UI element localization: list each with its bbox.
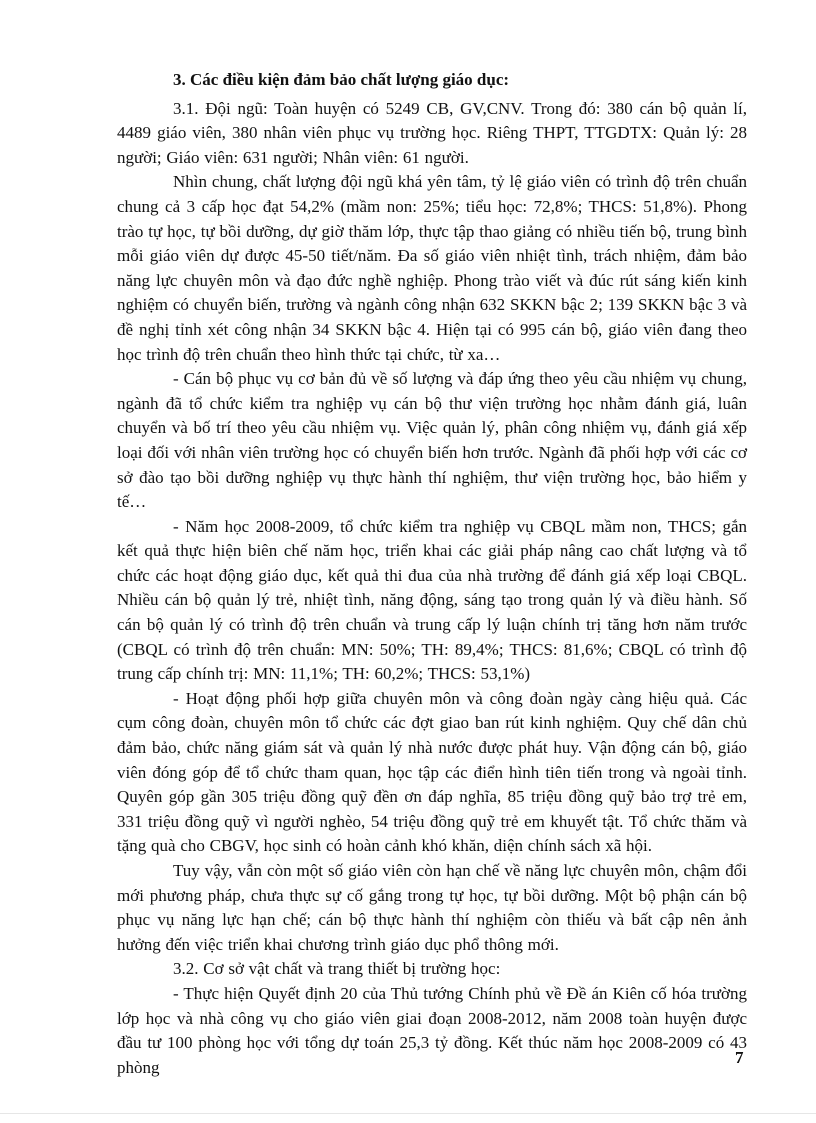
paragraph-service-staff: - Cán bộ phục vụ cơ bản đủ về số lượng và đáp ứng theo yêu cầu nhiệm vụ chung, ngành đã tổ chức kiểm tra nghiệp vụ cán bộ thư viện trường học nhằm đánh giá, luân chuyển và bố trí theo yêu cầu nhiệm vụ. Việc quản lý, phân công nhiệm vụ, đánh giá xếp loại đối với nhân viên trường học có chuyển biến hơn trước. Ngành đã phối hợp với các cơ sở đào tạo bồi dưỡng nghiệp vụ thực hành thí nghiệm, thư viện trường học, bảo hiểm y tế… bbox=[117, 369, 747, 512]
subsection-heading-facilities: 3.2. Cơ sở vật chất và trang thiết bị trường học: bbox=[173, 959, 501, 979]
section-heading: 3. Các điều kiện đảm bảo chất lượng giáo dục: bbox=[173, 70, 510, 89]
paragraph-union-cooperation: - Hoạt động phối hợp giữa chuyên môn và công đoàn ngày càng hiệu quả. Các cụm công đoàn, chuyên môn tổ chức các đợt giao ban rút kinh nghiệm. Quy chế dân chủ đảm bảo, chức năng giám sát và quản lý nhà nước được phát huy. Vận động cán bộ, giáo viên đóng góp để tổ chức tham quan, học tập các điển hình tiên tiến trong và ngoài tỉnh. Quyên góp gần 305 triệu đồng quỹ đền ơn đáp nghĩa, 85 triệu đồng quỹ bảo trợ trẻ em, 331 triệu đồng quỹ vì người nghèo, 54 triệu đồng quỹ trẻ em khuyết tật. Tổ chức thăm và tặng quà cho CBGV, học sinh có hoàn cảnh khó khăn, diện chính sách xã hội. bbox=[117, 688, 747, 856]
page-number: 7 bbox=[735, 1048, 744, 1067]
paragraph-teacher-quality: Nhìn chung, chất lượng đội ngũ khá yên tâm, tỷ lệ giáo viên có trình độ trên chuẩn chung cả 3 cấp học đạt 54,2% (mầm non: 25%; tiểu học: 72,8%; THCS: 51,8%). Phong trào tự học, tự bồi dưỡng, dự giờ thăm lớp, thực tập thao giảng có nhiều tiến bộ, trung bình mỗi giáo viên dự được 45-50 tiết/năm. Đa số giáo viên nhiệt tình, trách nhiệm, đảm bảo năng lực chuyên môn và đạo đức nghề nghiệp. Phong trào viết và đúc rút sáng kiến kinh nghiệm có chuyển biến, trường và ngành công nhận 632 SKKN bậc 2; 139 SKKN bậc 3 và đề nghị tỉnh xét công nhận 34 SKKN bậc 4. Hiện tại có 995 cán bộ, giáo viên đang theo học trình độ trên chuẩn theo hình thức tại chức, từ xa… bbox=[117, 172, 747, 364]
paragraph-staff-overview: 3.1. Đội ngũ: Toàn huyện có 5249 CB, GV,CNV. Trong đó: 380 cán bộ quản lí, 4489 giáo viên, 380 nhân viên phục vụ trường học. Riêng THPT, TTGDTX: Quản lý: 28 người; Giáo viên: 631 người; Nhân viên: 61 người. bbox=[117, 98, 747, 167]
paragraph-limitations: Tuy vậy, vẫn còn một số giáo viên còn hạn chế về năng lực chuyên môn, chậm đổi mới phương pháp, chưa thực sự cố gắng trong tự học, tự bồi dưỡng. Một bộ phận cán bộ phục vụ năng lực hạn chế; cán bộ thực hành thí nghiệm còn thiếu và bất cập nên ảnh hưởng đến việc triển khai chương trình giáo dục phổ thông mới. bbox=[117, 861, 747, 954]
paragraph-management-staff: - Năm học 2008-2009, tổ chức kiểm tra nghiệp vụ CBQL mầm non, THCS; gắn kết quả thực hiện biên chế năm học, triển khai các giải pháp nâng cao chất lượng và tổ chức các hoạt động giáo dục, kết quả thi đua của nhà trường để đánh giá xếp loại CBQL. Nhiều cán bộ quản lý trẻ, nhiệt tình, năng động, sáng tạo trong quản lý và điều hành. Số cán bộ quản lý có trình độ trên chuẩn và trung cấp lý luận chính trị tăng hơn năm trước (CBQL có trình độ trên chuẩn: MN: 50%; TH: 89,4%; THCS: 81,6%; CBQL có trình độ trung cấp chính trị: MN: 11,1%; TH: 60,2%; THCS: 53,1%) bbox=[117, 516, 747, 684]
page-body bbox=[117, 68, 747, 1080]
paragraph-facilities: - Thực hiện Quyết định 20 của Thủ tướng Chính phủ về Đề án Kiên cố hóa trường lớp học và nhà công vụ cho giáo viên giai đoạn 2008-2012, năm 2008 toàn huyện được đầu tư 100 phòng học với tổng dự toán 25,3 tỷ đồng. Kết thúc năm học 2008-2009 có 43 phòng bbox=[117, 983, 747, 1077]
page-divider bbox=[0, 1113, 816, 1114]
